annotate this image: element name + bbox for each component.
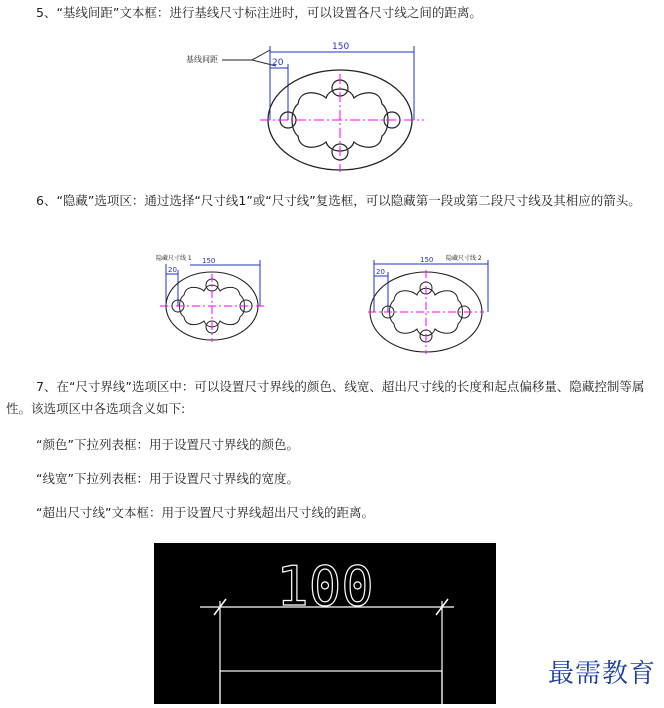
paragraph-7: 7、在“尺寸界线”选项区中：可以设置尺寸界线的颜色、线宽、超出尺寸线的长度和起点偏移量、隐藏控制等属性。该选项区中各选项含义如下: — [6, 379, 645, 416]
watermark-logo: 最需教育 — [547, 659, 656, 689]
dim-text-20: 20 — [272, 58, 284, 68]
option-color: “颜色”下拉列表框：用于设置尺寸界线的颜色。 — [36, 437, 299, 452]
callout-label: 基线间距 — [186, 55, 218, 64]
dim-text-150: 150 — [332, 42, 350, 52]
callout-label: 隐藏尺寸线 2 — [446, 255, 482, 262]
dim-text-20: 20 — [376, 268, 385, 276]
cad-drawing — [154, 543, 496, 704]
dim-text-150: 150 — [420, 256, 434, 264]
figure-hide-dim-line-2 — [360, 250, 500, 360]
paragraph-5: 5、“基线间距”文本框：进行基线尺寸标注进时，可以设置各尺寸线之间的距离。 — [36, 5, 482, 20]
paragraph-6: 6、“隐藏”选项区：通过选择“尺寸线1”或“尺寸线”复选框，可以隐藏第一段或第二段尺寸线及其相应的箭头。 — [36, 193, 641, 208]
option-extend: “超出尺寸线”文本框：用于设置尺寸界线超出尺寸线的距离。 — [36, 505, 374, 520]
dim-text-150: 150 — [202, 257, 216, 265]
callout-label: 隐藏尺寸线 1 — [156, 255, 192, 262]
cad-part-rect — [220, 671, 442, 704]
dim-text-20: 20 — [168, 266, 177, 274]
cad-dimension-image — [154, 543, 496, 704]
cad-dimension-text: 100 — [276, 555, 374, 618]
option-linewidth: “线宽”下拉列表框：用于设置尺寸界线的宽度。 — [36, 471, 299, 486]
figure-baseline-spacing — [180, 36, 440, 176]
figure-hide-dim-line-1 — [150, 250, 280, 360]
